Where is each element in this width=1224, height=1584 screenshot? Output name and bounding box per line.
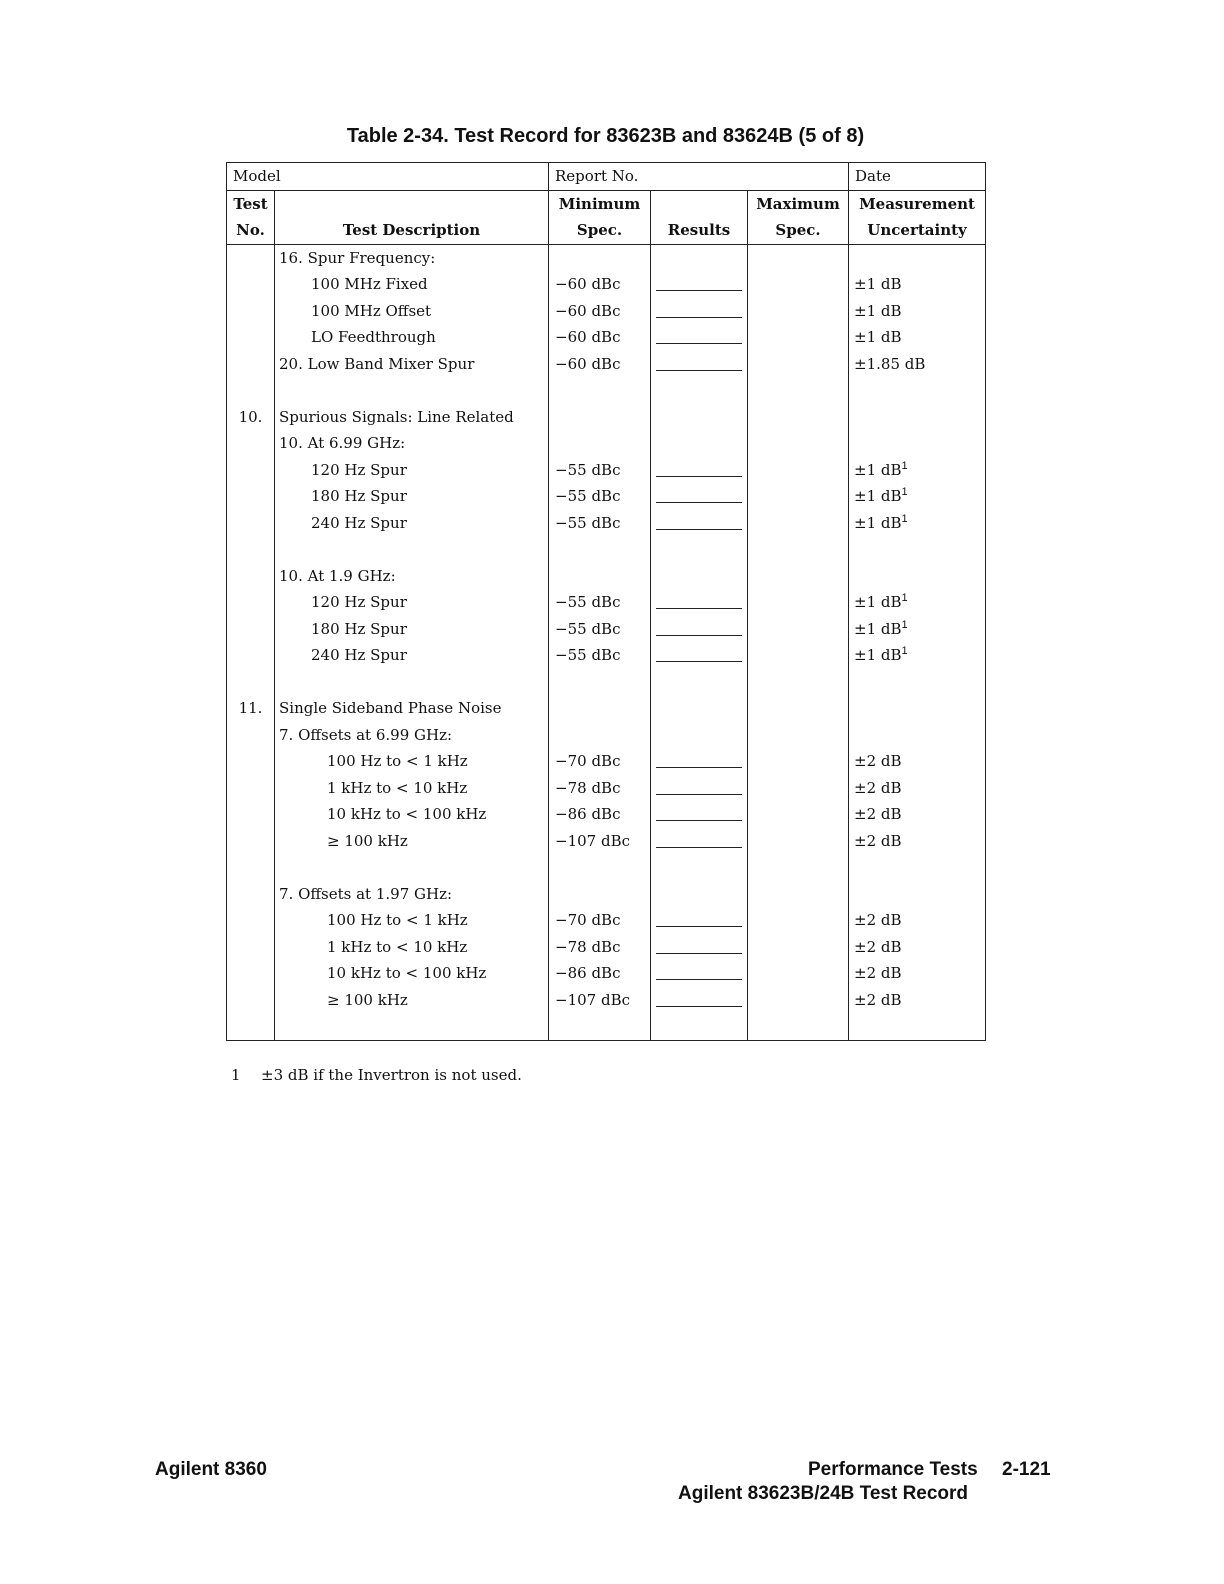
maximum-spec	[748, 987, 849, 1014]
footer-section: Performance Tests	[808, 1459, 978, 1480]
results-entry-line[interactable]	[656, 484, 742, 503]
table-row	[227, 324, 986, 351]
maximum-spec	[748, 616, 849, 643]
test-description	[275, 669, 549, 696]
measurement-uncertainty	[849, 457, 986, 484]
uncertainty-value: ±1 dB	[854, 646, 902, 664]
maximum-spec	[748, 536, 849, 563]
measurement-uncertainty	[849, 881, 986, 908]
results-entry-line[interactable]	[656, 511, 742, 530]
test-description: 10 kHz to < 100 kHz	[275, 960, 549, 987]
minimum-spec	[549, 695, 651, 722]
results-cell	[651, 881, 748, 908]
results-cell	[651, 589, 748, 616]
maximum-spec	[748, 828, 849, 855]
measurement-uncertainty	[849, 722, 986, 749]
minimum-spec: −78 dBc	[549, 934, 651, 961]
footnote-marker: 1	[901, 486, 908, 498]
results-cell	[651, 324, 748, 351]
minimum-spec: −70 dBc	[549, 907, 651, 934]
measurement-uncertainty	[849, 563, 986, 590]
maximum-spec	[748, 748, 849, 775]
test-number	[227, 510, 275, 537]
uncertainty-value: ±2 dB	[854, 964, 902, 982]
test-description: 120 Hz Spur	[275, 589, 549, 616]
results-cell	[651, 616, 748, 643]
test-number	[227, 430, 275, 457]
measurement-uncertainty	[849, 298, 986, 325]
minimum-spec: −60 dBc	[549, 351, 651, 378]
results-entry-line[interactable]	[656, 908, 742, 927]
results-entry-line[interactable]	[656, 272, 742, 291]
maximum-spec	[748, 510, 849, 537]
maximum-spec	[748, 722, 849, 749]
test-description: 180 Hz Spur	[275, 616, 549, 643]
measurement-uncertainty	[849, 404, 986, 431]
table-row	[227, 642, 986, 669]
table-row	[227, 351, 986, 378]
minimum-spec: −55 dBc	[549, 483, 651, 510]
results-cell	[651, 669, 748, 696]
maximum-spec	[748, 483, 849, 510]
col-unc-header: Measurement	[849, 190, 986, 217]
maximum-spec	[748, 934, 849, 961]
test-number	[227, 881, 275, 908]
test-description: 240 Hz Spur	[275, 642, 549, 669]
table-row	[227, 298, 986, 325]
measurement-uncertainty	[849, 801, 986, 828]
table-row	[227, 907, 986, 934]
col-results-header-spacer	[651, 190, 748, 217]
test-description: 100 MHz Offset	[275, 298, 549, 325]
measurement-uncertainty	[849, 510, 986, 537]
minimum-spec: −55 dBc	[549, 457, 651, 484]
minimum-spec: −55 dBc	[549, 642, 651, 669]
measurement-uncertainty	[849, 244, 986, 271]
results-cell	[651, 404, 748, 431]
minimum-spec	[549, 563, 651, 590]
measurement-uncertainty	[849, 642, 986, 669]
table-title: Table 2-34. Test Record for 83623B and 83624B (5 of 8)	[346, 125, 865, 147]
results-entry-line[interactable]	[656, 325, 742, 344]
results-entry-line[interactable]	[656, 299, 742, 318]
minimum-spec: −60 dBc	[549, 324, 651, 351]
footnote-marker: 1	[901, 459, 908, 472]
results-entry-line[interactable]	[656, 961, 742, 980]
table-row	[227, 881, 986, 908]
test-description: 1 kHz to < 10 kHz	[275, 934, 549, 961]
results-cell	[651, 960, 748, 987]
test-number	[227, 457, 275, 484]
test-number	[227, 748, 275, 775]
table-row	[227, 430, 986, 457]
col-desc-header: Test Description	[275, 217, 549, 244]
results-entry-line[interactable]	[656, 617, 742, 636]
col-results-header: Results	[651, 217, 748, 244]
table-row	[227, 801, 986, 828]
uncertainty-value: ±2 dB	[854, 911, 902, 929]
table-row	[227, 510, 986, 537]
minimum-spec: −70 dBc	[549, 748, 651, 775]
col-min-header: Minimum	[549, 190, 651, 217]
test-description: Spurious Signals: Line Related	[275, 404, 549, 431]
test-description: 100 Hz to < 1 kHz	[275, 907, 549, 934]
results-cell	[651, 483, 748, 510]
results-cell	[651, 510, 748, 537]
test-number	[227, 298, 275, 325]
table-row	[227, 934, 986, 961]
measurement-uncertainty	[849, 987, 986, 1014]
table-bottom-row	[227, 1013, 986, 1040]
test-number	[227, 271, 275, 298]
maximum-spec	[748, 960, 849, 987]
col-test-header: Test	[227, 190, 275, 217]
results-entry-line[interactable]	[656, 458, 742, 477]
test-description: 100 MHz Fixed	[275, 271, 549, 298]
measurement-uncertainty	[849, 536, 986, 563]
test-description: 100 Hz to < 1 kHz	[275, 748, 549, 775]
col-test-header-2: No.	[227, 217, 275, 244]
test-number	[227, 934, 275, 961]
test-number	[227, 907, 275, 934]
measurement-uncertainty	[849, 271, 986, 298]
uncertainty-value: ±2 dB	[854, 752, 902, 770]
maximum-spec	[748, 244, 849, 271]
measurement-uncertainty	[849, 775, 986, 802]
measurement-uncertainty	[849, 324, 986, 351]
results-cell	[651, 536, 748, 563]
maximum-spec	[748, 801, 849, 828]
footnote-marker: 1	[901, 512, 908, 525]
results-cell	[651, 563, 748, 590]
col-max-header-2: Spec.	[748, 217, 849, 244]
minimum-spec	[549, 722, 651, 749]
footnote	[231, 1066, 522, 1084]
results-cell	[651, 377, 748, 404]
uncertainty-value: ±1 dB	[854, 593, 902, 611]
minimum-spec	[549, 881, 651, 908]
table-row	[227, 669, 986, 696]
test-number: 11.	[227, 695, 275, 722]
footnote-marker: 1	[901, 592, 908, 604]
test-number	[227, 854, 275, 881]
test-description: 10 kHz to < 100 kHz	[275, 801, 549, 828]
test-description: 120 Hz Spur	[275, 457, 549, 484]
table-row	[227, 775, 986, 802]
minimum-spec	[549, 404, 651, 431]
measurement-uncertainty	[849, 430, 986, 457]
results-cell	[651, 748, 748, 775]
minimum-spec: −78 dBc	[549, 775, 651, 802]
uncertainty-value: ±1 dB	[854, 487, 902, 505]
results-entry-line[interactable]	[656, 749, 742, 768]
footnote-number: 1	[231, 1066, 241, 1084]
maximum-spec	[748, 589, 849, 616]
measurement-uncertainty	[849, 669, 986, 696]
maximum-spec	[748, 271, 849, 298]
test-description: ≥ 100 kHz	[275, 828, 549, 855]
measurement-uncertainty	[849, 907, 986, 934]
test-number	[227, 722, 275, 749]
test-description: 20. Low Band Mixer Spur	[275, 351, 549, 378]
maximum-spec	[748, 854, 849, 881]
table-row	[227, 563, 986, 590]
test-description: 240 Hz Spur	[275, 510, 549, 537]
results-cell	[651, 642, 748, 669]
minimum-spec: −107 dBc	[549, 828, 651, 855]
maximum-spec	[748, 377, 849, 404]
minimum-spec: −55 dBc	[549, 589, 651, 616]
uncertainty-value: ±2 dB	[854, 990, 902, 1009]
test-number	[227, 669, 275, 696]
table-row	[227, 828, 986, 855]
minimum-spec: −55 dBc	[549, 616, 651, 643]
results-entry-line[interactable]	[656, 776, 742, 795]
maximum-spec	[748, 642, 849, 669]
footnote-text: ±3 dB if the Invertron is not used.	[261, 1066, 522, 1084]
minimum-spec: −86 dBc	[549, 960, 651, 987]
test-number	[227, 616, 275, 643]
results-cell	[651, 351, 748, 378]
maximum-spec	[748, 907, 849, 934]
results-entry-line[interactable]	[656, 935, 742, 954]
measurement-uncertainty	[849, 960, 986, 987]
minimum-spec	[549, 377, 651, 404]
test-description: 10. At 6.99 GHz:	[275, 430, 549, 457]
test-description: ≥ 100 kHz	[275, 987, 549, 1014]
measurement-uncertainty	[849, 616, 986, 643]
column-header-row-1	[227, 190, 986, 217]
test-number	[227, 536, 275, 563]
test-description: 180 Hz Spur	[275, 483, 549, 510]
uncertainty-value: ±1 dB	[854, 619, 902, 638]
col-unc-header-2: Uncertainty	[849, 217, 986, 244]
maximum-spec	[748, 695, 849, 722]
maximum-spec	[748, 457, 849, 484]
results-entry-line[interactable]	[656, 829, 742, 848]
measurement-uncertainty	[849, 854, 986, 881]
test-description: 7. Offsets at 6.99 GHz:	[275, 722, 549, 749]
results-cell	[651, 695, 748, 722]
results-cell	[651, 722, 748, 749]
test-number	[227, 563, 275, 590]
minimum-spec: −60 dBc	[549, 271, 651, 298]
test-number	[227, 351, 275, 378]
uncertainty-value: ±2 dB	[854, 805, 902, 823]
measurement-uncertainty	[849, 695, 986, 722]
table-row	[227, 616, 986, 643]
test-number	[227, 960, 275, 987]
table-row	[227, 536, 986, 563]
minimum-spec: −55 dBc	[549, 510, 651, 537]
date-label: Date	[849, 163, 986, 191]
maximum-spec	[748, 430, 849, 457]
minimum-spec	[549, 244, 651, 271]
results-cell	[651, 907, 748, 934]
table-row	[227, 244, 986, 271]
test-number	[227, 377, 275, 404]
test-description	[275, 854, 549, 881]
table-body	[227, 244, 986, 1013]
footer-subtitle: Agilent 83623B/24B Test Record	[678, 1483, 969, 1504]
table-row	[227, 695, 986, 722]
results-cell	[651, 801, 748, 828]
column-header-row-2	[227, 217, 986, 244]
results-cell	[651, 244, 748, 271]
uncertainty-value: ±1 dB	[854, 328, 902, 346]
uncertainty-value: ±1 dB	[854, 275, 902, 293]
results-cell	[651, 271, 748, 298]
maximum-spec	[748, 563, 849, 590]
minimum-spec	[549, 669, 651, 696]
maximum-spec	[748, 881, 849, 908]
test-number	[227, 828, 275, 855]
results-cell	[651, 934, 748, 961]
results-cell	[651, 854, 748, 881]
minimum-spec	[549, 430, 651, 457]
test-description	[275, 377, 549, 404]
minimum-spec	[549, 536, 651, 563]
test-number	[227, 801, 275, 828]
table-row	[227, 377, 986, 404]
maximum-spec	[748, 404, 849, 431]
table-row	[227, 960, 986, 987]
model-label: Model	[227, 163, 549, 191]
test-description: Single Sideband Phase Noise	[275, 695, 549, 722]
table-row	[227, 404, 986, 431]
uncertainty-value: ±2 dB	[854, 831, 902, 850]
results-cell	[651, 775, 748, 802]
measurement-uncertainty	[849, 377, 986, 404]
model-report-date-row	[227, 163, 986, 191]
measurement-uncertainty	[849, 351, 986, 378]
results-entry-line[interactable]	[656, 643, 742, 662]
table-row	[227, 271, 986, 298]
uncertainty-value: ±1.85 dB	[854, 354, 926, 373]
measurement-uncertainty	[849, 934, 986, 961]
test-number	[227, 324, 275, 351]
test-number: 10.	[227, 404, 275, 431]
test-number	[227, 589, 275, 616]
minimum-spec: −60 dBc	[549, 298, 651, 325]
test-record-table	[226, 162, 986, 1041]
uncertainty-value: ±2 dB	[854, 937, 902, 956]
table-row	[227, 589, 986, 616]
maximum-spec	[748, 324, 849, 351]
results-entry-line[interactable]	[656, 352, 742, 371]
col-max-header: Maximum	[748, 190, 849, 217]
uncertainty-value: ±1 dB	[854, 460, 902, 479]
minimum-spec	[549, 854, 651, 881]
table-row	[227, 483, 986, 510]
test-number	[227, 483, 275, 510]
report-no-label: Report No.	[549, 163, 849, 191]
results-cell	[651, 430, 748, 457]
results-cell	[651, 987, 748, 1014]
table-row	[227, 748, 986, 775]
uncertainty-value: ±1 dB	[854, 301, 902, 320]
test-description: 10. At 1.9 GHz:	[275, 563, 549, 590]
test-number	[227, 987, 275, 1014]
footnote-marker: 1	[901, 645, 908, 657]
maximum-spec	[748, 669, 849, 696]
table-row	[227, 987, 986, 1014]
results-entry-line[interactable]	[656, 988, 742, 1007]
measurement-uncertainty	[849, 483, 986, 510]
maximum-spec	[748, 298, 849, 325]
table-row	[227, 854, 986, 881]
test-description: 16. Spur Frequency:	[275, 244, 549, 271]
measurement-uncertainty	[849, 828, 986, 855]
col-desc-header-spacer	[275, 190, 549, 217]
table-row	[227, 722, 986, 749]
results-cell	[651, 828, 748, 855]
test-description: LO Feedthrough	[275, 324, 549, 351]
table-row	[227, 457, 986, 484]
results-entry-line[interactable]	[656, 590, 742, 609]
maximum-spec	[748, 775, 849, 802]
test-number	[227, 244, 275, 271]
uncertainty-value: ±1 dB	[854, 513, 902, 532]
minimum-spec: −107 dBc	[549, 987, 651, 1014]
footer-page-number: 2-121	[1002, 1459, 1051, 1480]
col-min-header-2: Spec.	[549, 217, 651, 244]
test-description	[275, 536, 549, 563]
minimum-spec: −86 dBc	[549, 801, 651, 828]
uncertainty-value: ±2 dB	[854, 778, 902, 797]
results-entry-line[interactable]	[656, 802, 742, 821]
results-cell	[651, 298, 748, 325]
measurement-uncertainty	[849, 748, 986, 775]
results-cell	[651, 457, 748, 484]
test-number	[227, 642, 275, 669]
footer-left: Agilent 8360	[155, 1459, 267, 1480]
maximum-spec	[748, 351, 849, 378]
measurement-uncertainty	[849, 589, 986, 616]
test-description: 1 kHz to < 10 kHz	[275, 775, 549, 802]
footnote-marker: 1	[901, 618, 908, 631]
test-number	[227, 775, 275, 802]
test-description: 7. Offsets at 1.97 GHz:	[275, 881, 549, 908]
